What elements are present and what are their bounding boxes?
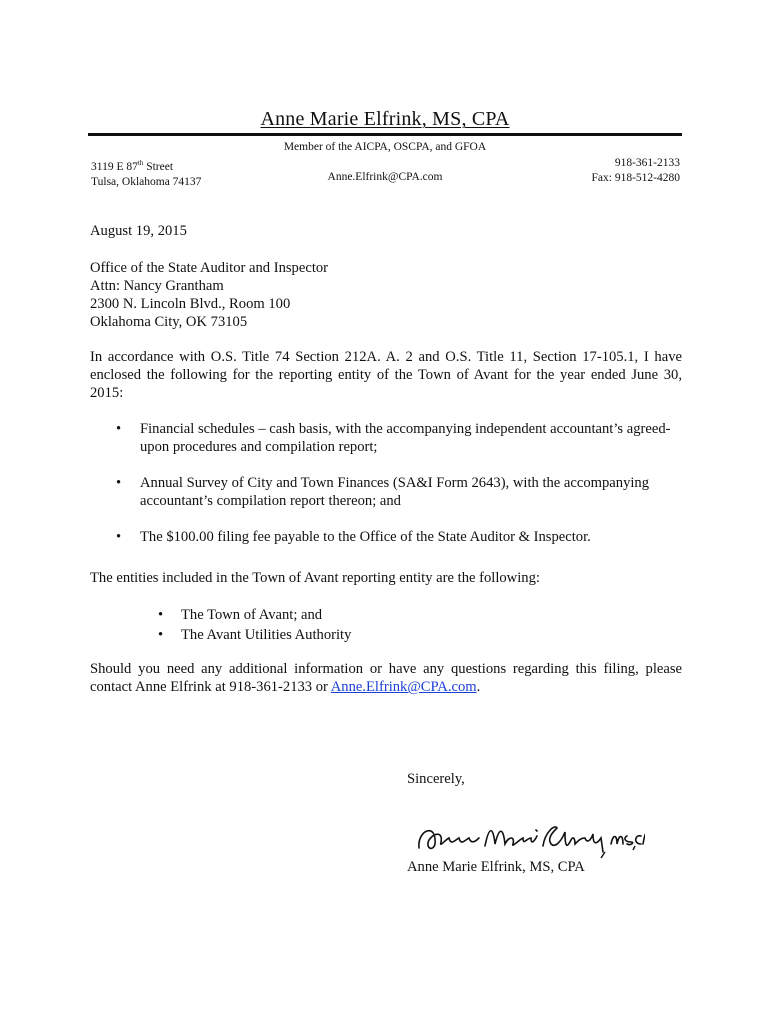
recipient-line: Attn: Nancy Grantham (90, 278, 224, 294)
letterhead-phone: 918-361-2133 (614, 157, 680, 169)
address-city: Tulsa, Oklahoma 74137 (91, 175, 202, 188)
bullet-icon: • (158, 607, 164, 623)
list-item: • The Town of Avant; and (158, 607, 323, 623)
letterhead-membership: Member of the AICPA, OSCPA, and GFOA (283, 141, 487, 153)
recipient-address (90, 259, 682, 331)
handwritten-signature (415, 818, 645, 862)
bullet-icon: • (116, 421, 122, 437)
list-item: • The $100.00 filing fee payable to the Office of the State Auditor & Inspector. (116, 529, 591, 545)
entities-list (90, 605, 351, 645)
intro-paragraph: In accordance with O.S. Title 74 Section 212A. A. 2 and O.S. Title 11, Section 17-105.1, I have enclosed the following for the reporting entity of the Town of Avant for the year ended June 30, 2015: (90, 349, 682, 401)
email-link[interactable]: Anne.Elfrink@CPA.com (330, 679, 477, 695)
letterhead-email: Anne.Elfrink@CPA.com (327, 171, 443, 183)
closing: Sincerely, (407, 771, 465, 787)
letter-date: August 19, 2015 (90, 223, 187, 239)
recipient-line: Office of the State Auditor and Inspector (90, 260, 329, 276)
list-item: • Annual Survey of City and Town Finances (SA&I Form 2643), with the accompanying accountant’s compilation report thereon; and (116, 475, 650, 509)
recipient-line: 2300 N. Lincoln Blvd., Room 100 (90, 296, 291, 312)
bullet-icon: • (116, 529, 122, 545)
enclosures-list (90, 420, 682, 564)
letterhead-rule (88, 133, 682, 136)
recipient-line: Oklahoma City, OK 73105 (90, 314, 248, 330)
address-street: 3119 E 87th Street (91, 159, 174, 173)
signer-name: Anne Marie Elfrink, MS, CPA (407, 859, 585, 875)
contact-paragraph: Should you need any additional information or have any questions regarding this filing, please contact Anne Elfrink at 918-361-2133 or Anne.Elfrink@CPA.com. (90, 661, 682, 695)
list-item: • The Avant Utilities Authority (158, 627, 352, 643)
bullet-icon: • (116, 475, 122, 491)
letterhead-fax: Fax: 918-512-4280 (591, 172, 680, 184)
letterhead-contact (592, 156, 680, 186)
bullet-icon: • (158, 627, 164, 643)
letterhead-name: Anne Marie Elfrink, MS, CPA (260, 108, 510, 130)
entities-intro: The entities included in the Town of Avant reporting entity are the following: (90, 570, 540, 586)
list-item: • Financial schedules – cash basis, with the accompanying independent accountant’s agreed-upon procedures and compilation report; (116, 421, 671, 455)
